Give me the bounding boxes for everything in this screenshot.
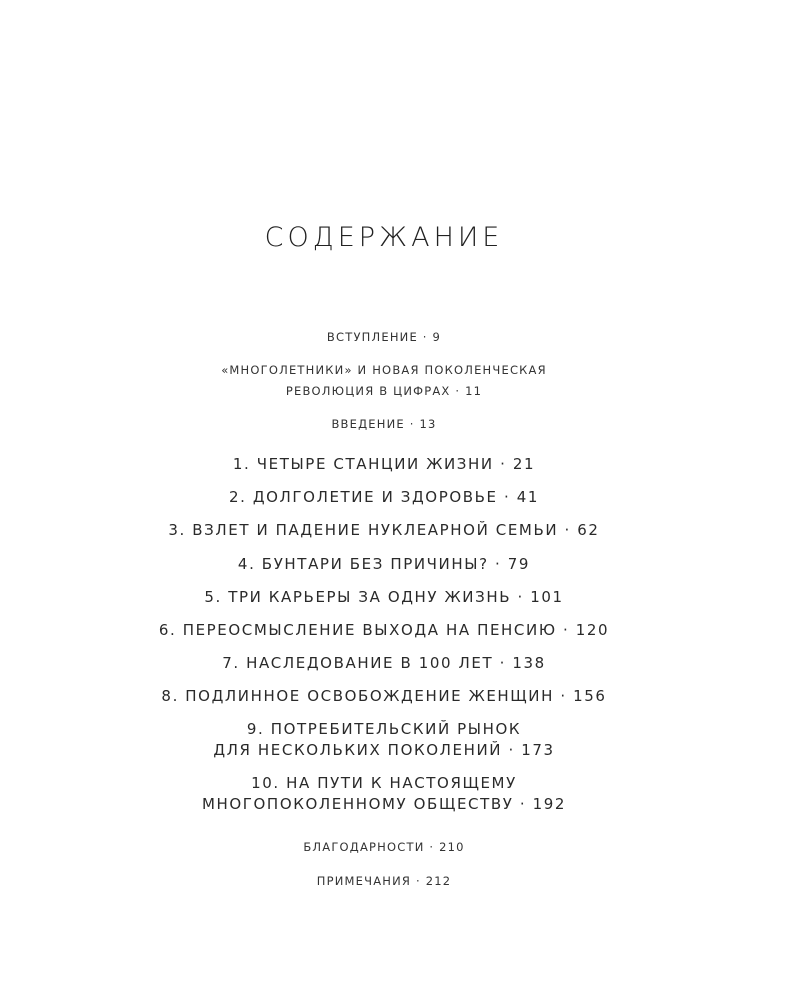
toc-page-number: 138 xyxy=(512,654,546,672)
toc-entry-text: 5. ТРИ КАРЬЕРЫ ЗА ОДНУ ЖИЗНЬ xyxy=(204,588,512,606)
toc-entry xyxy=(0,871,768,892)
toc-separator: · xyxy=(558,521,578,539)
toc-entry xyxy=(0,360,768,402)
toc-separator: · xyxy=(450,384,466,398)
toc-page-number: 101 xyxy=(530,588,564,606)
toc-entry-title xyxy=(0,740,768,761)
toc-entry xyxy=(0,653,768,674)
toc-page-number: 9 xyxy=(432,330,442,344)
toc-page-number: 156 xyxy=(573,687,607,705)
toc-entry xyxy=(0,719,768,761)
toc-entry-text: 8. ПОДЛИННОЕ ОСВОБОЖДЕНИЕ ЖЕНЩИН xyxy=(161,687,555,705)
toc-separator: · xyxy=(493,455,513,473)
toc-entry-title xyxy=(0,719,768,740)
toc-separator: · xyxy=(497,488,517,506)
toc-separator: · xyxy=(411,874,426,888)
toc-entry-text: ВСТУПЛЕНИЕ xyxy=(326,330,418,344)
toc-entry xyxy=(0,554,768,575)
toc-entry-text: МНОГОПОКОЛЕННОМУ ОБЩЕСТВУ xyxy=(201,795,514,813)
toc-separator: · xyxy=(511,588,531,606)
toc-entry-text: ДЛЯ НЕСКОЛЬКИХ ПОКОЛЕНИЙ xyxy=(213,741,503,759)
toc-entry-title xyxy=(0,871,768,892)
toc-entry xyxy=(0,620,768,641)
toc-separator: · xyxy=(502,741,522,759)
toc-entry-title xyxy=(0,327,768,348)
toc-entry-title xyxy=(0,554,768,575)
toc-entry-title xyxy=(0,686,768,707)
toc-entry-title xyxy=(0,414,768,435)
toc-entry-title xyxy=(0,773,768,794)
toc-entry-title xyxy=(0,520,768,541)
toc-entry-text: БЛАГОДАРНОСТИ xyxy=(303,840,425,854)
toc-entry xyxy=(0,520,768,541)
toc-entry-title xyxy=(0,653,768,674)
toc-entry xyxy=(0,686,768,707)
toc-entry-text: ВВЕДЕНИЕ xyxy=(331,417,405,431)
toc-page-number: 21 xyxy=(512,455,536,473)
toc-separator: · xyxy=(417,330,433,344)
toc-separator: · xyxy=(493,654,513,672)
toc-entry-title xyxy=(0,487,768,508)
toc-entry-text: ПРИМЕЧАНИЯ xyxy=(316,874,412,888)
toc-page-number: 192 xyxy=(532,795,567,813)
toc-page-number: 13 xyxy=(419,417,437,431)
toc-entry-text: 3. ВЗЛЕТ И ПАДЕНИЕ НУКЛЕАРНОЙ СЕМЬИ xyxy=(168,521,559,539)
page-title: СОДЕРЖАНИЕ xyxy=(264,222,504,253)
toc-page-number: 120 xyxy=(575,621,610,639)
toc-separator: · xyxy=(554,687,574,705)
toc-page-number: 212 xyxy=(425,874,452,888)
toc-entry-text: 9. ПОТРЕБИТЕЛЬСКИЙ РЫНОК xyxy=(246,720,522,738)
toc-entry xyxy=(0,837,768,858)
toc-page-number: 79 xyxy=(507,555,531,573)
toc-entry-text: «МНОГОЛЕТНИКИ» И НОВАЯ ПОКОЛЕНЧЕСКАЯ xyxy=(221,363,547,377)
toc-separator: · xyxy=(488,555,508,573)
toc-separator: · xyxy=(556,621,576,639)
toc-entry-text: 1. ЧЕТЫРЕ СТАНЦИИ ЖИЗНИ xyxy=(232,455,494,473)
toc-entry-title xyxy=(0,381,768,402)
toc-entry xyxy=(0,414,768,435)
toc-separator: · xyxy=(424,840,440,854)
toc-entry-title xyxy=(0,837,768,858)
toc-separator: · xyxy=(513,795,533,813)
toc-entry-text: РЕВОЛЮЦИЯ В ЦИФРАХ xyxy=(285,384,451,398)
toc-page-number: 62 xyxy=(577,521,600,539)
toc-entry-title xyxy=(0,620,768,641)
toc-page-number: 173 xyxy=(521,741,555,759)
toc-entry xyxy=(0,487,768,508)
toc-entry-text: 10. НА ПУТИ К НАСТОЯЩЕМУ xyxy=(251,774,517,792)
toc-entry-title xyxy=(0,794,768,815)
toc-entry-title xyxy=(0,360,768,381)
toc-page-number: 210 xyxy=(439,840,465,854)
toc-entry xyxy=(0,773,768,815)
toc-entry xyxy=(0,327,768,348)
toc-entry-text: 6. ПЕРЕОСМЫСЛЕНИЕ ВЫХОДА НА ПЕНСИЮ xyxy=(158,621,557,639)
toc-entry-text: 4. БУНТАРИ БЕЗ ПРИЧИНЫ? xyxy=(237,555,489,573)
toc-entry-title xyxy=(0,454,768,475)
toc-entry-title xyxy=(0,587,768,608)
toc-entry-text: 7. НАСЛЕДОВАНИЕ В 100 ЛЕТ xyxy=(222,654,494,672)
toc-separator: · xyxy=(404,417,420,431)
toc-entry xyxy=(0,587,768,608)
toc-entry-text: 2. ДОЛГОЛЕТИЕ И ЗДОРОВЬЕ xyxy=(228,488,498,506)
toc-page-number: 41 xyxy=(516,488,540,506)
toc-entry xyxy=(0,454,768,475)
toc-page-number: 11 xyxy=(465,384,483,398)
